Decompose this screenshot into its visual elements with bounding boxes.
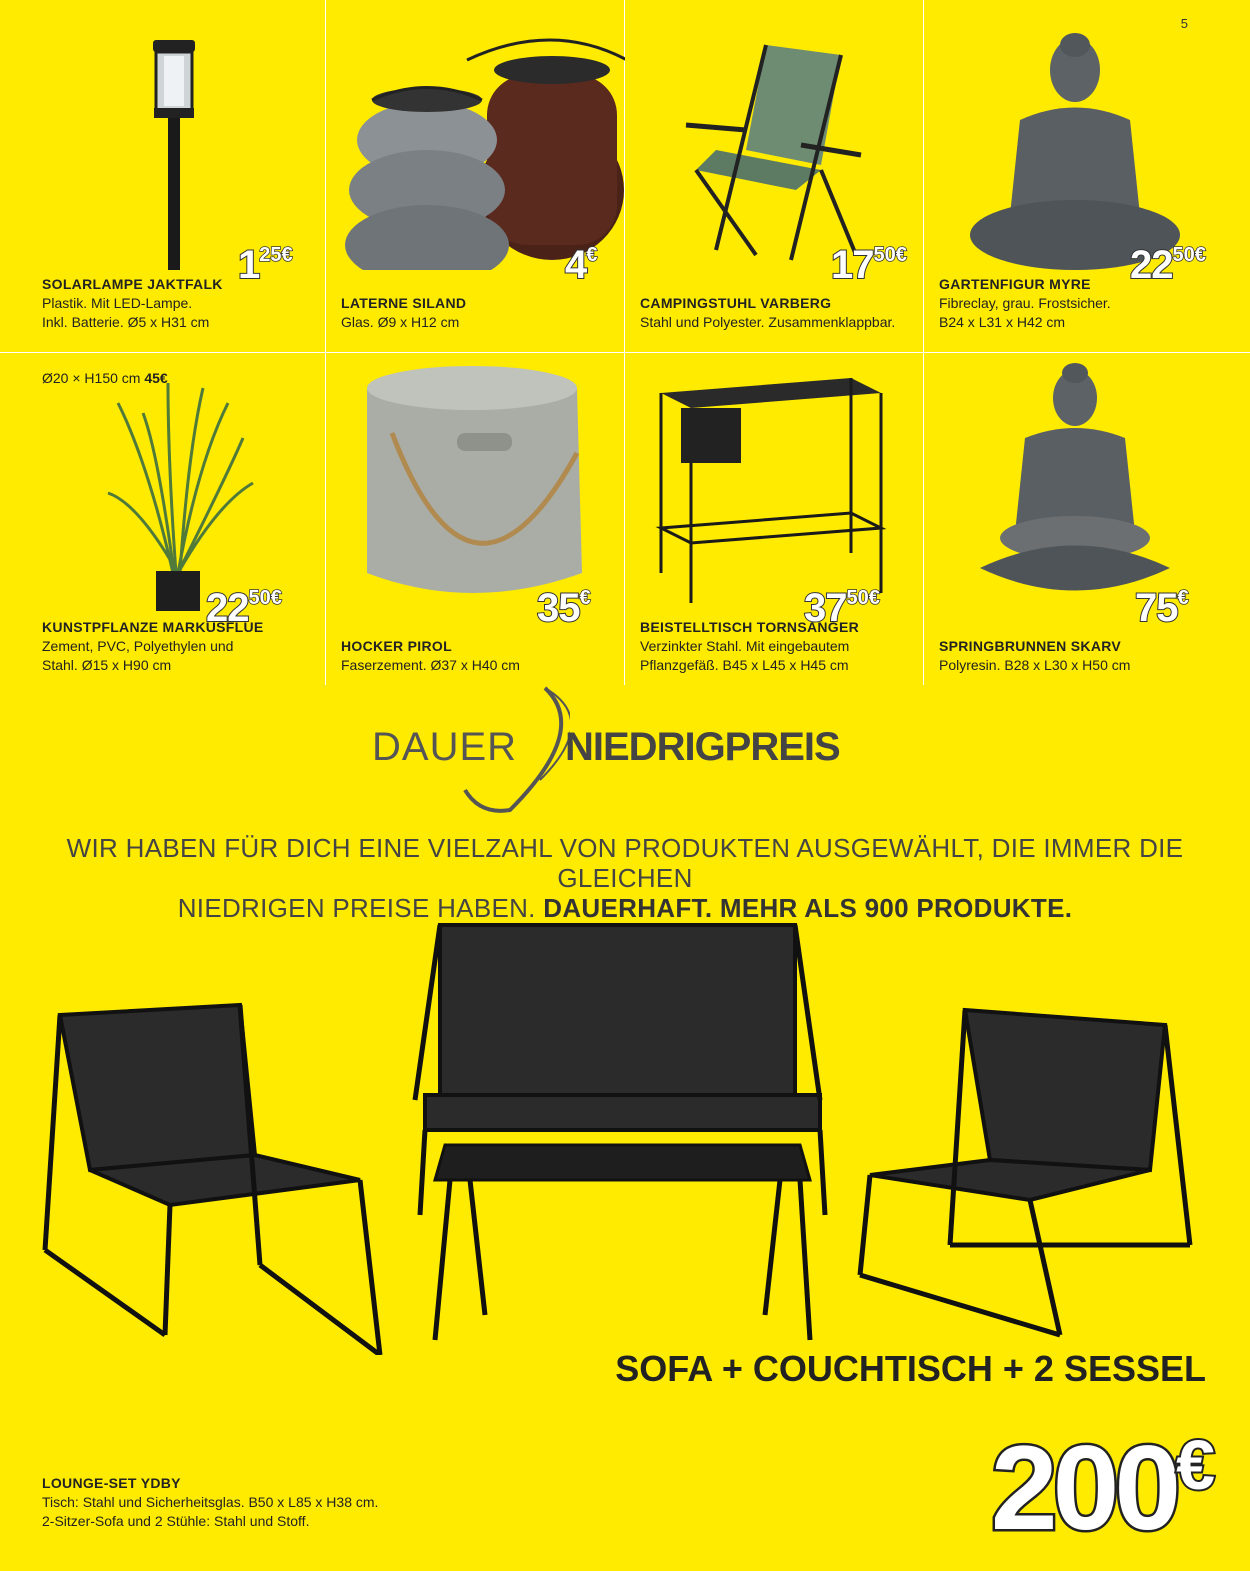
stool-image (327, 343, 625, 613)
product-desc: Plastik. Mit LED-Lampe. (42, 295, 193, 311)
product-desc: Pflanzgefäß. B45 x L45 x H45 cm (640, 657, 849, 673)
product-card-beistelltisch[interactable] (626, 343, 924, 685)
product-name: LATERNE SILAND (341, 295, 467, 311)
tagline-line2: NIEDRIGEN PREISE HABEN. (177, 893, 536, 923)
product-desc: Stahl. Ø15 x H90 cm (42, 657, 172, 673)
product-desc: Stahl und Polyester. Zusammenklappbar. (640, 314, 896, 330)
lounge-name: LOUNGE-SET YDBY (42, 1475, 181, 1491)
lounge-price-value: 200 (990, 1421, 1177, 1555)
product-info (42, 618, 317, 675)
side-table-image (626, 343, 924, 613)
lounge-price-currency: € (1176, 1426, 1210, 1504)
product-card-gartenfigur[interactable] (925, 0, 1223, 342)
camping-chair-image (626, 0, 924, 270)
variant-price: 45€ (144, 370, 168, 386)
tagline (0, 833, 1250, 923)
product-info (341, 637, 616, 675)
product-desc: Zement, PVC, Polyethylen und (42, 638, 234, 654)
lounge-set-image (30, 915, 1220, 1355)
product-info (640, 294, 915, 332)
solar-lamp-image (28, 0, 326, 270)
product-grid (28, 0, 1250, 685)
product-card-solarlampe[interactable] (28, 0, 326, 342)
plant-size-variant (42, 370, 168, 386)
product-name: CAMPINGSTUHL VARBERG (640, 295, 832, 311)
price-tag: $37^{50€}$ (804, 586, 880, 630)
lantern-image (327, 0, 625, 270)
tagline-line1: WIR HABEN FÜR DICH EINE VIELZAHL VON PRODUKTEN AUSGEWÄHLT, DIE IMMER DIE GLEICHEN (66, 833, 1184, 893)
price-tag: 75€ (1135, 586, 1189, 630)
variant-size: Ø20 × H150 cm (42, 370, 141, 386)
product-desc: Fibreclay, grau. Frostsicher. (939, 295, 1111, 311)
product-info (42, 275, 317, 332)
product-name: KUNSTPFLANZE MARKUSFLUE (42, 619, 264, 635)
product-name: SPRINGBRUNNEN SKARV (939, 638, 1122, 654)
product-desc: Verzinkter Stahl. Mit eingebautem (640, 638, 850, 654)
logo-word-niedrigpreis: NIEDRIGPREIS (565, 725, 840, 769)
product-name: HOCKER PIROL (341, 638, 452, 654)
lounge-desc: Tisch: Stahl und Sicherheitsglas. B50 x L85 x H38 cm. (42, 1494, 379, 1510)
price-tag: 35€ (537, 586, 591, 630)
price-tag: $22^{50€}$ (206, 586, 282, 630)
fountain-image (925, 343, 1223, 613)
lounge-price (991, 1400, 1210, 1553)
product-card-kunstpflanze[interactable] (28, 343, 326, 685)
product-desc: Glas. Ø9 x H12 cm (341, 314, 460, 330)
product-info (640, 618, 915, 675)
product-info (341, 294, 616, 332)
product-desc: Polyresin. B28 x L30 x H50 cm (939, 657, 1131, 673)
product-card-laterne[interactable] (327, 0, 625, 342)
product-card-hocker[interactable] (327, 343, 625, 685)
buddha-statue-image (925, 0, 1223, 270)
product-card-campingstuhl[interactable] (626, 0, 924, 342)
product-desc: Inkl. Batterie. Ø5 x H31 cm (42, 314, 210, 330)
tagline-line2-bold: DAUERHAFT. MEHR ALS 900 PRODUKTE. (543, 893, 1073, 923)
lounge-desc: 2-Sitzer-Sofa und 2 Stühle: Stahl und Stoff. (42, 1513, 310, 1529)
price-tag: $22^{50€}$ (1130, 243, 1206, 287)
lounge-headline: SOFA + COUCHTISCH + 2 SESSEL (615, 1348, 1206, 1389)
product-name: BEISTELLTISCH TORNSANGER (640, 619, 860, 635)
dauerniedrigpreis-logo (370, 680, 890, 815)
price-tag: $1^{25€}$ (238, 243, 293, 287)
product-info (939, 275, 1214, 332)
page-number: 5 (1180, 16, 1188, 31)
product-name: GARTENFIGUR MYRE (939, 276, 1091, 292)
product-desc: Faserzement. Ø37 x H40 cm (341, 657, 520, 673)
lounge-info (42, 1474, 378, 1531)
price-tag: $17^{50€}$ (831, 243, 907, 287)
price-tag: 4€ (565, 243, 598, 287)
product-card-springbrunnen[interactable] (925, 343, 1223, 685)
product-desc: B24 x L31 x H42 cm (939, 314, 1066, 330)
product-name: SOLARLAMPE JAKTFALK (42, 276, 223, 292)
product-info (939, 637, 1214, 675)
logo-word-dauer: DAUER (372, 725, 518, 769)
